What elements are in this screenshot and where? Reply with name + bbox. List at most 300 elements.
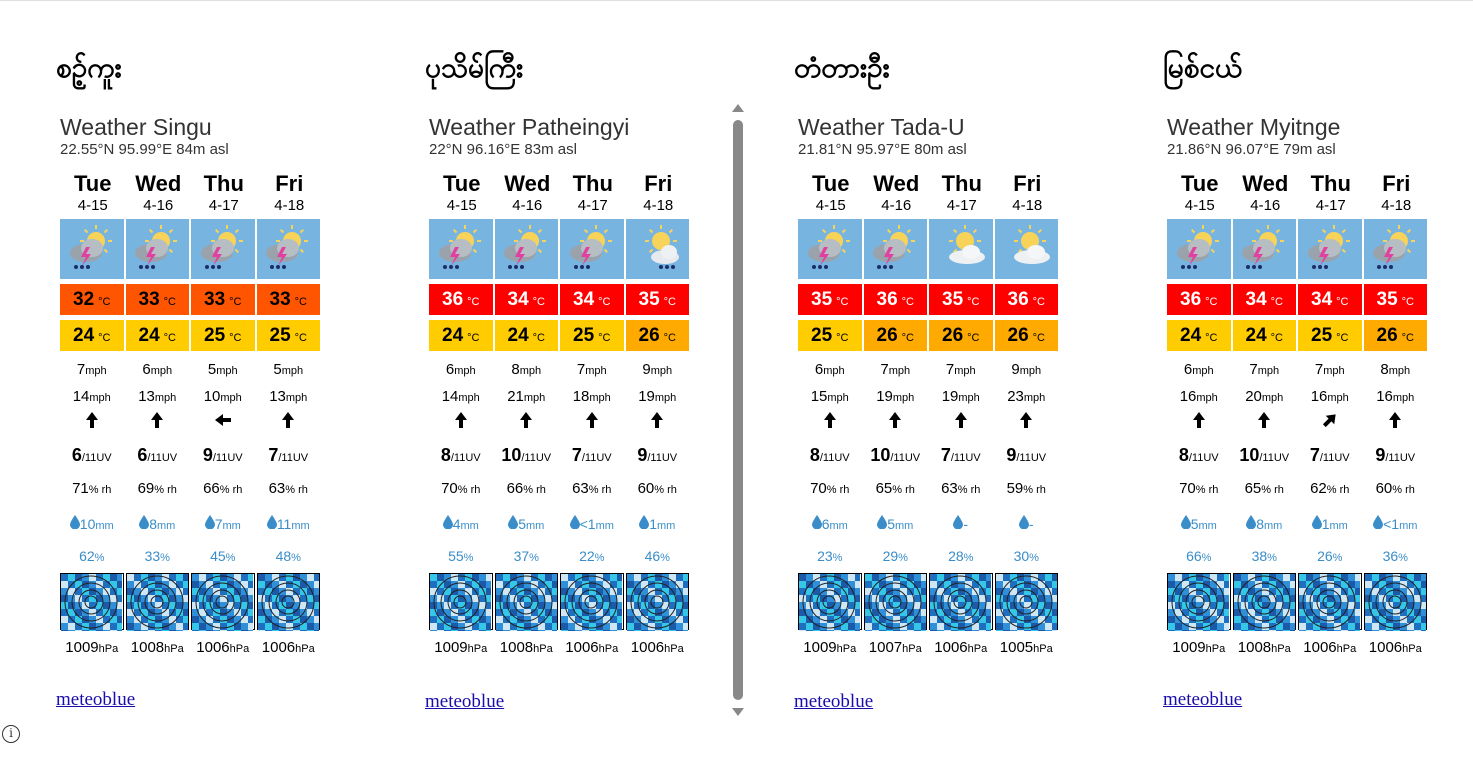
rain-value: - <box>963 516 969 532</box>
wind-speed <box>1364 359 1428 381</box>
wind-unit: mph <box>150 365 173 377</box>
min-temp <box>626 320 690 351</box>
temp-unit: °C <box>598 296 611 308</box>
probability-value: 66 <box>1186 548 1202 564</box>
humidity <box>995 478 1059 500</box>
wind-direction <box>126 411 190 433</box>
gust-value: 14 <box>72 388 90 405</box>
pressure-unit: hPa <box>664 643 684 655</box>
probability-unit: % <box>160 552 170 564</box>
rain-unit: mm <box>460 520 479 532</box>
wind-gust <box>1364 386 1428 408</box>
humidity-unit: % rh <box>457 484 481 496</box>
rain-unit: mm <box>829 520 848 532</box>
meteoblue-link[interactable]: meteoblue <box>425 691 505 712</box>
north-arrow-icon <box>584 411 600 429</box>
north-arrow-icon <box>84 411 100 429</box>
probability-value: 55 <box>448 548 464 564</box>
min-temp-value: 24 <box>138 325 160 346</box>
temp-unit: °C <box>901 332 914 344</box>
scroll-down-arrow-icon[interactable] <box>732 708 744 716</box>
humidity-value: 65 <box>1244 480 1262 497</box>
north-arrow-icon <box>953 411 969 429</box>
scroll-up-arrow-icon[interactable] <box>732 104 744 112</box>
day-date: 4-15 <box>446 197 477 214</box>
uv-index <box>495 444 559 466</box>
precipitation <box>995 513 1059 535</box>
pressure-value: 1006 <box>1368 639 1403 656</box>
day-name: Fri <box>275 171 304 196</box>
north-arrow-icon <box>649 411 665 429</box>
pressure-value: 1008 <box>1237 639 1272 656</box>
wind-unit: mph <box>1261 392 1284 404</box>
pressure <box>864 637 928 659</box>
widget-title: တံတားဦး <box>794 51 890 84</box>
min-temp-value: 25 <box>573 325 595 346</box>
day-name: Tue <box>1181 171 1219 196</box>
precipitation <box>1364 513 1428 535</box>
min-temp <box>1298 320 1362 351</box>
day-date: 4-18 <box>643 197 674 214</box>
wind-unit: mph <box>585 365 607 377</box>
raindrop-icon <box>953 515 963 529</box>
north-arrow-icon <box>518 411 534 429</box>
day-date: 4-15 <box>815 197 846 214</box>
pressure <box>495 637 559 659</box>
wind-unit: mph <box>654 392 677 404</box>
radar-map-icon <box>127 574 188 631</box>
min-temp <box>191 320 255 351</box>
radar-map-icon <box>1299 574 1360 631</box>
wind-gust <box>560 386 624 408</box>
temp-unit: °C <box>1205 332 1218 344</box>
pressure <box>798 637 862 659</box>
rain-value: 5 <box>887 516 895 532</box>
max-temp-value: 34 <box>1311 289 1333 310</box>
uv-value: 9 <box>202 445 213 465</box>
wind-unit: mph <box>1192 365 1214 377</box>
raindrop-icon <box>443 515 453 529</box>
probability-unit: % <box>1267 552 1277 564</box>
min-temp-value: 24 <box>73 325 95 346</box>
day-name: Wed <box>873 171 920 196</box>
radar-cell <box>560 573 624 630</box>
wind-gust <box>429 386 493 408</box>
uv-index <box>929 444 993 466</box>
humidity-value: 60 <box>637 480 655 497</box>
uv-row <box>1167 444 1433 466</box>
north-arrow-icon <box>1018 411 1034 429</box>
location-coords: 22°N 96.16°E 83m asl <box>429 141 577 158</box>
radar-row <box>1167 573 1433 630</box>
uv-unit: /11UV <box>212 452 243 464</box>
gust-value: 19 <box>876 388 893 405</box>
wind-value: 8 <box>1380 361 1389 378</box>
pressure-unit: hPa <box>1402 643 1422 655</box>
thunderstorm-rain-icon <box>258 219 318 275</box>
temp-unit: °C <box>663 332 676 344</box>
radar-row <box>429 573 695 630</box>
pressure <box>1298 637 1362 659</box>
humidity-value: 66 <box>506 480 524 497</box>
min-temp-row <box>1167 320 1433 351</box>
uv-unit: /11UV <box>647 452 678 464</box>
min-temp <box>1364 320 1428 351</box>
uv-row <box>798 444 1064 466</box>
wind-direction <box>929 411 993 433</box>
uv-unit: /11UV <box>81 452 112 464</box>
temp-unit: °C <box>163 296 176 308</box>
uv-value: 6 <box>71 445 82 465</box>
wind-unit: mph <box>589 392 611 404</box>
probability-value: 29 <box>882 548 899 564</box>
raindrop-icon <box>267 515 277 529</box>
wind-unit: mph <box>827 392 849 404</box>
location-name: Weather Singu <box>60 114 212 140</box>
raindrop-icon <box>1181 515 1191 529</box>
wind-unit: mph <box>281 365 304 377</box>
wind-speed <box>1233 359 1297 381</box>
humidity-unit: % rh <box>1023 484 1046 496</box>
temp-unit: °C <box>598 332 611 344</box>
rain-value: 11 <box>276 516 292 532</box>
wind-direction <box>1233 411 1297 433</box>
temp-unit: °C <box>1336 332 1349 344</box>
max-temp-value: 33 <box>138 289 160 310</box>
humidity-value: 63 <box>941 480 958 497</box>
uv-unit: /11UV <box>450 452 481 464</box>
north-arrow-icon <box>453 411 469 429</box>
pressure-unit: hPa <box>1336 643 1357 655</box>
location-name: Weather Patheingyi <box>429 114 630 140</box>
location-coords: 21.81°N 95.97°E 80m asl <box>798 141 967 158</box>
max-temp <box>560 284 624 315</box>
weather-icon-cell <box>626 219 690 279</box>
weather-widget <box>60 113 326 656</box>
thunderstorm-rain-icon <box>562 219 622 275</box>
uv-unit: /11UV <box>1385 452 1416 464</box>
day-name: Thu <box>572 171 613 196</box>
precip-probability <box>1233 545 1297 567</box>
wind-speed <box>126 359 190 381</box>
rain-value: 1 <box>649 516 657 532</box>
max-temp-value: 33 <box>269 289 291 310</box>
precipitation <box>429 513 493 535</box>
precip-probability <box>1167 545 1231 567</box>
uv-unit: /11UV <box>278 452 309 464</box>
precip-probability <box>257 545 321 567</box>
day-header <box>798 171 864 215</box>
north-arrow-icon <box>1387 411 1403 429</box>
gust-value: 20 <box>1245 388 1262 405</box>
scrollbar[interactable] <box>733 104 743 716</box>
info-icon[interactable]: i <box>2 725 20 743</box>
day-header <box>626 171 692 215</box>
humidity-unit: % rh <box>892 484 915 496</box>
wind-gust <box>864 386 928 408</box>
uv-value: 7 <box>571 445 582 465</box>
sun-cloud-icon <box>996 219 1056 275</box>
scrollbar-thumb[interactable] <box>733 120 743 700</box>
raindrop-icon <box>812 515 822 529</box>
thunderstorm-rain-icon <box>127 219 187 275</box>
max-temp-value: 36 <box>442 289 464 310</box>
pressure-value: 1009 <box>65 639 99 656</box>
rain-unit: mm <box>1198 520 1217 532</box>
north-arrow-icon <box>280 411 296 429</box>
day-date: 4-17 <box>577 197 608 214</box>
pressure-unit: hPa <box>467 643 488 655</box>
wind-unit: mph <box>650 365 673 377</box>
max-temp <box>429 284 493 315</box>
max-temp-value: 36 <box>876 289 898 310</box>
humidity-value: 59 <box>1006 480 1024 497</box>
radar-map-icon <box>496 574 557 631</box>
rain-value: 8 <box>149 516 157 532</box>
rain-unit: mm <box>595 520 614 532</box>
uv-index <box>560 444 624 466</box>
uv-unit: /11UV <box>1188 452 1219 464</box>
rain-unit: mm <box>656 520 676 532</box>
humidity-value: 62 <box>1310 480 1327 497</box>
wind-speed <box>257 359 321 381</box>
gust-value: 13 <box>269 388 286 405</box>
max-temp <box>995 284 1059 315</box>
wind-gust <box>126 386 190 408</box>
wind-unit: mph <box>523 392 546 404</box>
temp-unit: °C <box>901 296 914 308</box>
uv-value: 9 <box>637 445 648 465</box>
gust-value: 19 <box>638 388 655 405</box>
thunderstorm-rain-icon <box>1169 219 1229 275</box>
weather-icon-cell <box>126 219 190 279</box>
rain-unit: mm <box>1263 520 1283 532</box>
location-name: Weather Tada-U <box>798 114 965 140</box>
weather-widget <box>429 113 695 656</box>
weather-icon-cell <box>495 219 559 279</box>
north-arrow-icon <box>822 411 838 429</box>
meteoblue-link[interactable]: meteoblue <box>1163 689 1243 710</box>
wind-gust <box>798 386 862 408</box>
rain-value: 5 <box>518 516 526 532</box>
max-temp-value: 34 <box>507 289 529 310</box>
temp-unit: °C <box>163 332 176 344</box>
widget-title: ပုသိမ်ကြီး <box>425 51 524 84</box>
pressure-unit: hPa <box>1033 643 1053 655</box>
uv-index <box>995 444 1059 466</box>
humidity-unit: % rh <box>1326 484 1350 496</box>
uv-unit: /11UV <box>890 452 921 464</box>
precipitation <box>929 513 993 535</box>
min-temp-value: 26 <box>942 325 964 346</box>
uv-unit: /11UV <box>950 452 981 464</box>
thunderstorm-rain-icon <box>800 219 860 275</box>
rain-value: 8 <box>1256 516 1264 532</box>
precip-probability <box>1298 545 1362 567</box>
probability-value: 46 <box>644 548 661 564</box>
wind-speed <box>798 359 862 381</box>
humidity-unit: % rh <box>88 484 112 496</box>
humidity-value: 66 <box>203 480 220 497</box>
pressure-value: 1006 <box>630 639 665 656</box>
thunderstorm-rain-icon <box>193 219 253 275</box>
wind-value: 7 <box>1314 361 1324 378</box>
max-temp <box>126 284 190 315</box>
temp-unit: °C <box>967 296 980 308</box>
day-name: Fri <box>644 171 673 196</box>
rain-unit: mm <box>291 520 310 532</box>
weather-icon-cell <box>1298 219 1362 279</box>
wind-value: 6 <box>814 361 824 378</box>
uv-index <box>626 444 690 466</box>
wind-speed <box>995 359 1059 381</box>
wind-direction <box>560 411 624 433</box>
weather-icon-cell <box>864 219 928 279</box>
wind-direction <box>626 411 690 433</box>
uv-unit: /11UV <box>147 452 178 464</box>
meteoblue-link[interactable]: meteoblue <box>56 689 136 710</box>
pressure-unit: hPa <box>295 643 315 655</box>
probability-unit: % <box>832 552 843 564</box>
day-header <box>1167 171 1233 215</box>
weather-icon-cell <box>429 219 493 279</box>
gust-row <box>798 386 1064 408</box>
radar-map-icon <box>1168 574 1229 631</box>
weather-widget <box>1167 113 1433 656</box>
rain-row <box>798 513 1064 535</box>
wind-gust <box>1298 386 1362 408</box>
uv-index <box>864 444 928 466</box>
direction-row <box>1167 411 1433 433</box>
uv-index <box>798 444 862 466</box>
pressure-value: 1008 <box>130 639 165 656</box>
precipitation <box>1298 513 1362 535</box>
pressure <box>1364 637 1428 659</box>
radar-map-icon <box>561 574 622 631</box>
wind-value: 7 <box>76 361 86 378</box>
wind-value: 7 <box>945 361 955 378</box>
forecast-widget <box>794 1 1094 772</box>
uv-value: 9 <box>1375 445 1386 465</box>
pressure-unit: hPa <box>164 643 184 655</box>
temp-unit: °C <box>1401 332 1414 344</box>
radar-cell <box>995 573 1059 630</box>
gust-row <box>1167 386 1433 408</box>
pressure-row <box>60 637 326 659</box>
wind-gust <box>626 386 690 408</box>
wind-row <box>1167 359 1433 381</box>
rain-unit: mm <box>156 520 176 532</box>
weather-icon-cell <box>257 219 321 279</box>
humidity <box>798 478 862 500</box>
pressure-unit: hPa <box>1205 643 1226 655</box>
probability-value: 33 <box>144 548 161 564</box>
wind-value: 9 <box>1011 361 1020 378</box>
sun-cloud-icon <box>931 219 991 275</box>
pressure <box>429 637 493 659</box>
icon-row <box>798 219 1064 279</box>
humidity <box>191 478 255 500</box>
day-date: 4-18 <box>274 197 305 214</box>
min-temp <box>60 320 124 351</box>
min-temp <box>126 320 190 351</box>
probability-unit: % <box>94 552 105 564</box>
day-date: 4-15 <box>77 197 108 214</box>
gust-value: 15 <box>810 388 828 405</box>
pressure-unit: hPa <box>836 643 857 655</box>
radar-cell <box>257 573 321 630</box>
rain-row <box>429 513 695 535</box>
temp-unit: °C <box>836 332 849 344</box>
radar-map-icon <box>930 574 991 631</box>
wind-unit: mph <box>892 392 915 404</box>
gust-value: 14 <box>441 388 459 405</box>
min-temp-value: 24 <box>507 325 529 346</box>
precip-probability <box>560 545 624 567</box>
max-temp <box>864 284 928 315</box>
radar-cell <box>1298 573 1362 630</box>
precipitation <box>495 513 559 535</box>
humidity-unit: % rh <box>957 484 981 496</box>
min-temp-value: 25 <box>811 325 833 346</box>
day-header <box>995 171 1061 215</box>
temp-unit: °C <box>836 296 849 308</box>
pressure <box>929 637 993 659</box>
day-date: 4-18 <box>1381 197 1412 214</box>
day-header <box>495 171 561 215</box>
wind-value: 7 <box>880 361 889 378</box>
max-temp-row <box>60 284 326 315</box>
wind-direction <box>1364 411 1428 433</box>
precipitation <box>60 513 124 535</box>
humidity-row <box>60 478 326 500</box>
humidity <box>429 478 493 500</box>
pressure-row <box>1167 637 1433 659</box>
humidity-unit: % rh <box>1392 484 1415 496</box>
min-temp <box>929 320 993 351</box>
radar-cell <box>1233 573 1297 630</box>
uv-value: 8 <box>1178 445 1189 465</box>
uv-row <box>429 444 695 466</box>
max-temp <box>1364 284 1428 315</box>
max-temp <box>798 284 862 315</box>
radar-map-icon <box>192 574 253 631</box>
humidity-value: 63 <box>572 480 589 497</box>
min-temp-value: 26 <box>1007 325 1029 346</box>
raindrop-icon <box>139 515 149 529</box>
temp-unit: °C <box>1336 296 1349 308</box>
wind-speed <box>60 359 124 381</box>
day-name: Thu <box>941 171 982 196</box>
min-temp <box>798 320 862 351</box>
gust-value: 16 <box>1179 388 1197 405</box>
meteoblue-link[interactable]: meteoblue <box>794 691 874 712</box>
min-temp-value: 25 <box>269 325 291 346</box>
wind-gust <box>60 386 124 408</box>
raindrop-icon <box>70 515 80 529</box>
wind-direction <box>257 411 321 433</box>
gust-value: 16 <box>1376 388 1393 405</box>
temp-unit: °C <box>1270 296 1283 308</box>
wind-gust <box>191 386 255 408</box>
temp-unit: °C <box>98 332 111 344</box>
weather-icon-cell <box>1364 219 1428 279</box>
max-temp-value: 35 <box>1376 289 1398 310</box>
pressure <box>626 637 690 659</box>
wind-value: 7 <box>576 361 586 378</box>
location-coords: 21.86°N 96.07°E 79m asl <box>1167 141 1336 158</box>
precip-probability <box>626 545 690 567</box>
